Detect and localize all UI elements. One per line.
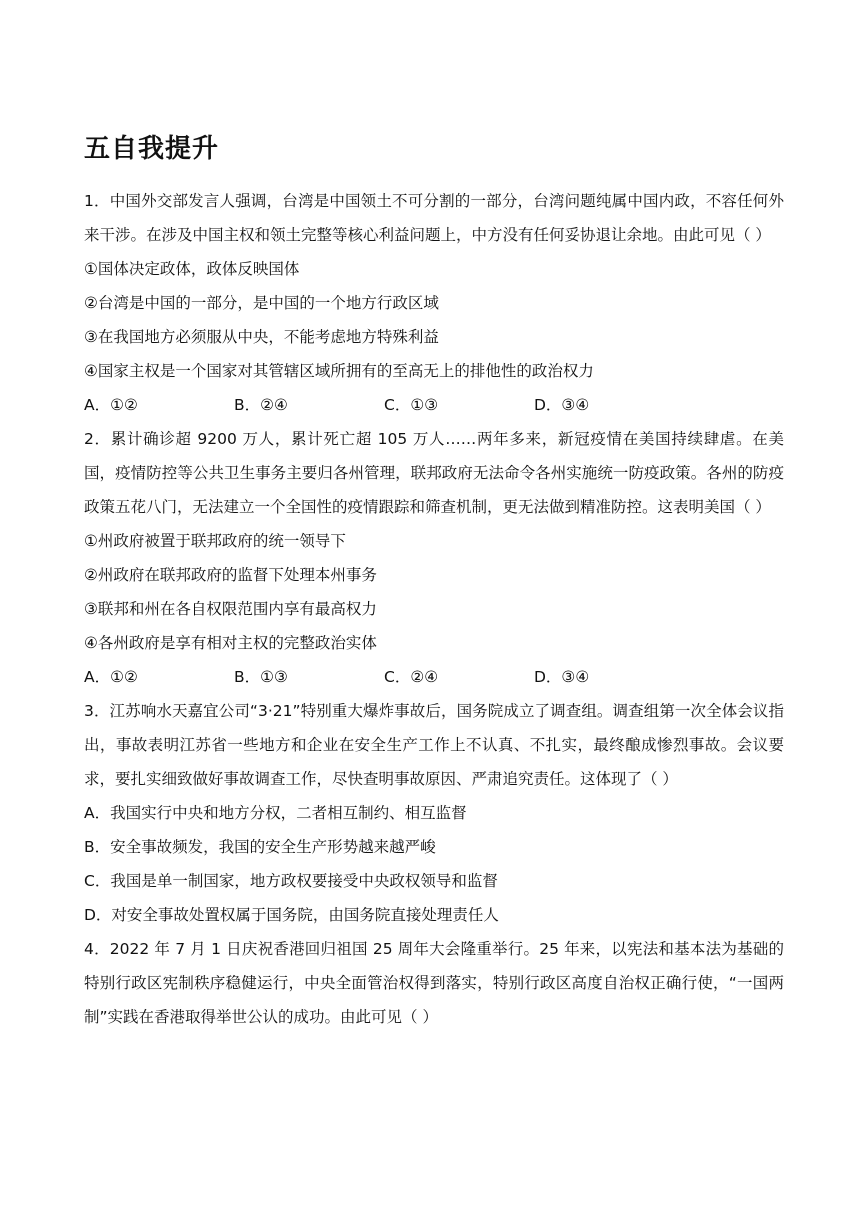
question-4-stem: 4．2022 年 7 月 1 日庆祝香港回归祖国 25 周年大会隆重举行。25 年来，以宪法和基本法为基础的特别行政区宪制秩序稳健运行，中央全面管治权得到落实，特别行政区高度自治权正确行使，“一国两制”实践在香港取得举世公认的成功。由此可见（ ）	[84, 940, 784, 1026]
q2-option-c[interactable]: C．②④	[384, 668, 439, 686]
question-1-stem: 1．中国外交部发言人强调，台湾是中国领土不可分割的一部分，台湾问题纯属中国内政，不容任何外来干涉。在涉及中国主权和领土完整等核心利益问题上，中方没有任何妥协退让余地。由此可见（ ）	[84, 192, 784, 244]
q1-options	[84, 388, 784, 422]
q2-statement-2: ②州政府在联邦政府的监督下处理本州事务	[84, 566, 377, 584]
q1-option-a[interactable]: A．①②	[84, 396, 138, 414]
q1-option-d[interactable]: D．③④	[534, 396, 590, 414]
q1-statement-1: ①国体决定政体，政体反映国体	[84, 260, 300, 278]
q1-statement-4: ④国家主权是一个国家对其管辖区域所拥有的至高无上的排他性的政治权力	[84, 362, 594, 380]
q1-statement-3: ③在我国地方必须服从中央，不能考虑地方特殊利益	[84, 328, 439, 346]
q2-statement-3: ③联邦和州在各自权限范围内享有最高权力	[84, 600, 377, 618]
question-list	[84, 184, 784, 1034]
q2-option-a[interactable]: A．①②	[84, 668, 138, 686]
q2-statement-4: ④各州政府是享有相对主权的完整政治实体	[84, 634, 377, 652]
q3-option-b[interactable]: B．安全事故频发，我国的安全生产形势越来越严峻	[84, 838, 436, 856]
q2-statement-1: ①州政府被置于联邦政府的统一领导下	[84, 532, 346, 550]
question-2-stem: 2．累计确诊超 9200 万人，累计死亡超 105 万人……两年多来，新冠疫情在美国持续肆虐。在美国，疫情防控等公共卫生事务主要归各州管理，联邦政府无法命令各州实施统一防疫政策。各州的防疫政策五花八门，无法建立一个全国性的疫情跟踪和筛查机制，更无法做到精准防控。这表明美国（ ）	[84, 430, 784, 516]
q2-option-d[interactable]: D．③④	[534, 668, 590, 686]
section-heading: 五自我提升	[84, 134, 220, 164]
q1-option-c[interactable]: C．①③	[384, 396, 439, 414]
q3-option-d[interactable]: D．对安全事故处置权属于国务院，由国务院直接处理责任人	[84, 906, 499, 924]
q3-option-c[interactable]: C．我国是单一制国家，地方政权要接受中央政权领导和监督	[84, 872, 498, 890]
q2-options	[84, 660, 784, 694]
q2-option-b[interactable]: B．①③	[234, 668, 288, 686]
q3-option-a[interactable]: A．我国实行中央和地方分权，二者相互制约、相互监督	[84, 804, 467, 822]
question-3-stem: 3．江苏响水天嘉宜公司“3·21”特别重大爆炸事故后，国务院成立了调查组。调查组第一次全体会议指出，事故表明江苏省一些地方和企业在安全生产工作上不认真、不扎实，最终酿成惨烈事故。会议要求，要扎实细致做好事故调查工作，尽快查明事故原因、严肃追究责任。这体现了（ ）	[84, 702, 784, 788]
q1-option-b[interactable]: B．②④	[234, 396, 288, 414]
q1-statement-2: ②台湾是中国的一部分，是中国的一个地方行政区域	[84, 294, 439, 312]
